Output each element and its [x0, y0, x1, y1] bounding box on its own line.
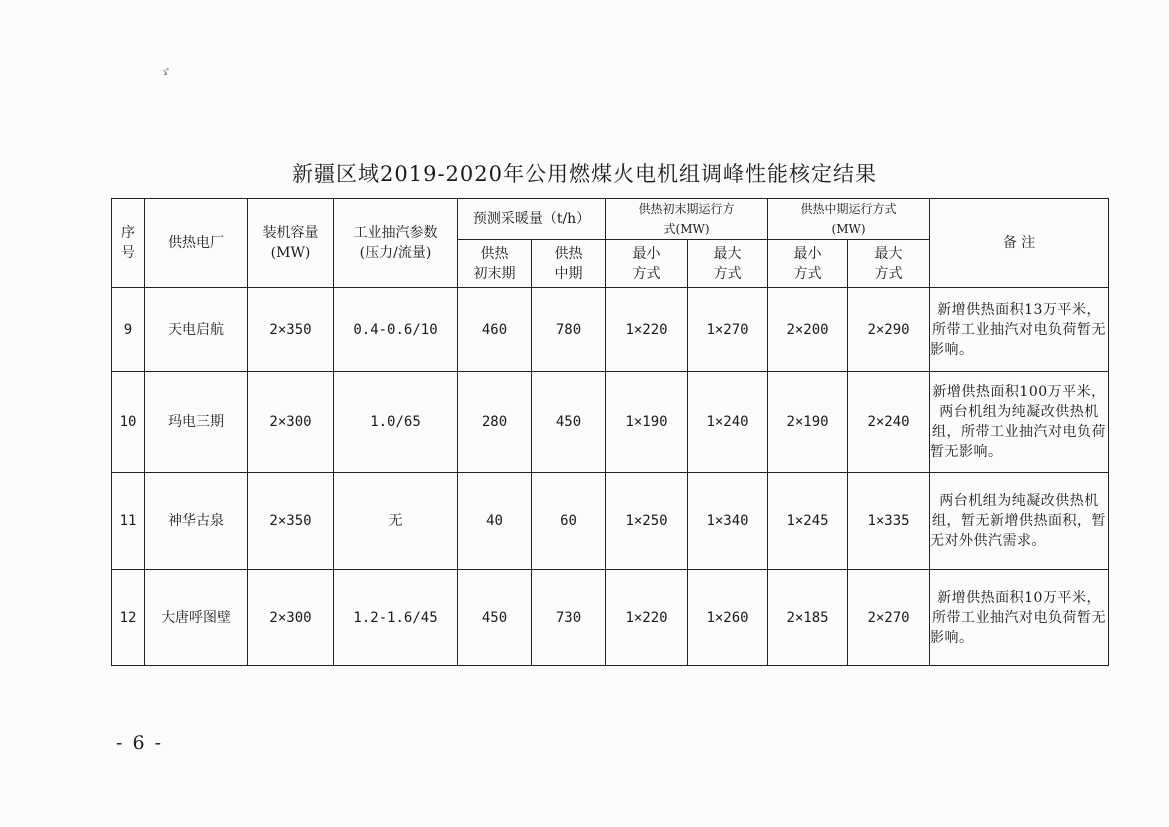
cell-plant: 大唐呼图壁	[145, 570, 248, 666]
table-row	[112, 372, 1109, 473]
cell-note: 新增供热面积10万平米，所带工业抽汽对电负荷暂无影响。	[930, 570, 1109, 666]
cell-forecast-early: 460	[458, 288, 532, 372]
cell-mid-min: 2×185	[768, 570, 848, 666]
cell-steam: 1.0/65	[334, 372, 458, 473]
cell-early-max: 1×260	[688, 570, 768, 666]
cell-steam: 无	[334, 473, 458, 570]
cell-mid-min: 2×190	[768, 372, 848, 473]
header-early-min: 最小 方式	[606, 240, 688, 288]
header-early-max: 最大 方式	[688, 240, 768, 288]
header-mid-min: 最小 方式	[768, 240, 848, 288]
cell-mid-min: 2×200	[768, 288, 848, 372]
cell-mid-max: 2×270	[848, 570, 930, 666]
header-early-mode: 供热初末期运行方 式(MW)	[606, 199, 768, 240]
cell-seq: 10	[112, 372, 145, 473]
cell-capacity: 2×350	[248, 288, 334, 372]
page-title: 新疆区域2019-2020年公用燃煤火电机组调峰性能核定结果	[292, 162, 877, 186]
results-table	[111, 198, 1109, 666]
cell-early-min: 1×190	[606, 372, 688, 473]
header-mid-mode: 供热中期运行方式 (MW)	[768, 199, 930, 240]
header-steam-params: 工业抽汽参数 (压力/流量)	[334, 199, 458, 288]
header-seq: 序 号	[112, 199, 145, 288]
cell-forecast-mid: 60	[532, 473, 606, 570]
cell-mid-min: 1×245	[768, 473, 848, 570]
cell-seq: 11	[112, 473, 145, 570]
header-plant: 供热电厂	[145, 199, 248, 288]
cell-seq: 9	[112, 288, 145, 372]
cell-forecast-early: 280	[458, 372, 532, 473]
header-note: 备 注	[930, 199, 1109, 288]
cell-forecast-mid: 730	[532, 570, 606, 666]
table-row	[112, 288, 1109, 372]
cell-plant: 玛电三期	[145, 372, 248, 473]
cell-steam: 1.2-1.6/45	[334, 570, 458, 666]
table-row	[112, 570, 1109, 666]
cell-steam: 0.4-0.6/10	[334, 288, 458, 372]
table-row	[112, 473, 1109, 570]
cell-early-max: 1×240	[688, 372, 768, 473]
cell-forecast-mid: 780	[532, 288, 606, 372]
page-number: - 6 -	[116, 732, 164, 754]
header-forecast-mid: 供热 中期	[532, 240, 606, 288]
header-capacity: 装机容量 (MW)	[248, 199, 334, 288]
cell-capacity: 2×300	[248, 570, 334, 666]
cell-forecast-early: 40	[458, 473, 532, 570]
header-forecast-heating: 预测采暖量（t/h）	[458, 199, 606, 240]
cell-note: 新增供热面积100万平米，两台机组为纯凝改供热机组，所带工业抽汽对电负荷暂无影响。	[930, 372, 1109, 473]
stray-mark: ゞ	[158, 66, 172, 81]
cell-mid-max: 2×290	[848, 288, 930, 372]
cell-plant: 天电启航	[145, 288, 248, 372]
header-mid-max: 最大 方式	[848, 240, 930, 288]
cell-mid-max: 2×240	[848, 372, 930, 473]
cell-capacity: 2×350	[248, 473, 334, 570]
cell-mid-max: 1×335	[848, 473, 930, 570]
header-row-1	[112, 199, 1109, 240]
cell-capacity: 2×300	[248, 372, 334, 473]
cell-note: 新增供热面积13万平米，所带工业抽汽对电负荷暂无影响。	[930, 288, 1109, 372]
cell-early-min: 1×220	[606, 288, 688, 372]
cell-plant: 神华古泉	[145, 473, 248, 570]
cell-forecast-mid: 450	[532, 372, 606, 473]
cell-early-min: 1×220	[606, 570, 688, 666]
cell-early-max: 1×270	[688, 288, 768, 372]
cell-forecast-early: 450	[458, 570, 532, 666]
cell-early-max: 1×340	[688, 473, 768, 570]
header-forecast-early: 供热 初末期	[458, 240, 532, 288]
cell-early-min: 1×250	[606, 473, 688, 570]
cell-seq: 12	[112, 570, 145, 666]
cell-note: 两台机组为纯凝改供热机组，暂无新增供热面积，暂无对外供汽需求。	[930, 473, 1109, 570]
